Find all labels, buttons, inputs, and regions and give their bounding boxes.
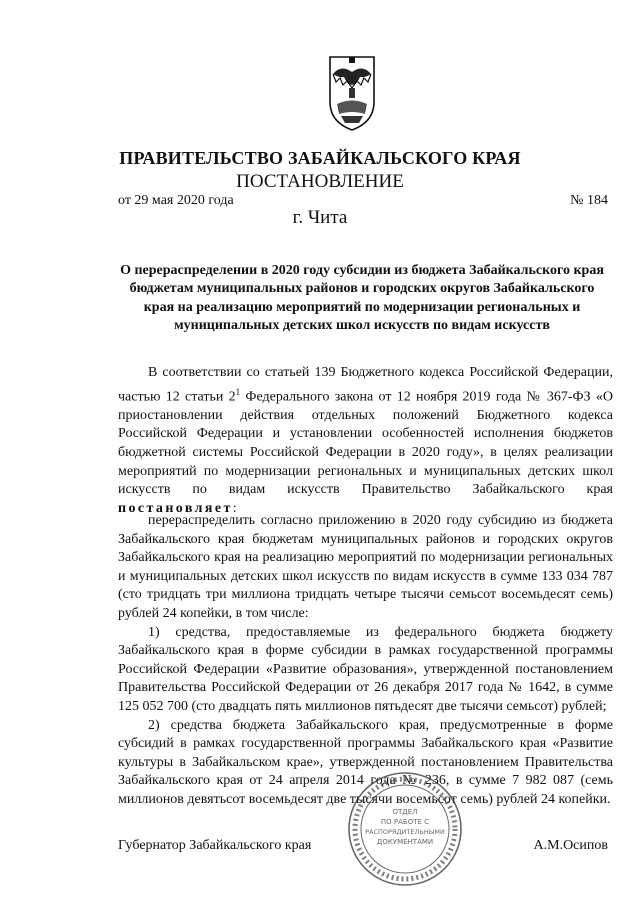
article-superscript: 1 [235,386,241,397]
document-type: ПОСТАНОВЛЕНИЕ [236,171,404,192]
preamble-paragraph [118,364,613,518]
stamp-line-2: ПО РАБОТЕ С [380,818,430,826]
decree-body [118,512,613,810]
stamp-line-4: ДОКУМЕНТАМИ [376,838,434,846]
official-stamp-icon [346,770,464,888]
decree-colon: : [232,500,237,516]
document-number: № 184 [570,193,608,208]
document-city: г. Чита [292,207,348,228]
decree-word: постановляет [118,500,233,516]
preamble-text-1: В соответствии со статьей 139 Бюджетного кодекса Российской Федерации, частью 12 статьи 2 [118,365,613,405]
stamp-line-3: РАСПОРЯДИТЕЛЬНЫМИ [365,828,445,836]
decree-item-1: 1) средства, предоставляемые из федерального бюджета бюджету Забайкальского края в форме субсидии в рамках государственной программы Российской Федерации «Развитие образования», утвержденной постановлением Правительства Российской Федерации от 26 декабря 2017 года № 1642, в сумме 125 052 700 (сто двадцать пять миллионов пятьдесят две тысячи семьсот) рублей; [118,624,613,714]
document-heading: О перераспределении в 2020 году субсидии из бюджета Забайкальского края бюджетам муниципальных районов и городских округов Забайкальского края на реализацию мероприятий по модернизации региональных и муниципальных детских школ искусств по видам искусств [120,263,604,333]
government-title: ПРАВИТЕЛЬСТВО ЗАБАЙКАЛЬСКОГО КРАЯ [119,148,521,168]
coat-of-arms-icon [327,54,377,132]
decree-item-2: 2) средства бюджета Забайкальского края, предусмотренные в форме субсидий в рамках государственной программы Забайкальского края «Развитие культуры в Забайкальском крае», утвержденной постановлением Правительства Забайкальского края от 24 апреля 2014 года № 236, в сумме 7 982 087 (семь миллионов девятьсот восемьдесят две тысячи восемьсот семь) рублей 24 копейки. [118,717,613,807]
stamp-line-1: ОТДЕЛ [392,808,418,816]
preamble [118,364,613,518]
preamble-text-2: Федерального закона от 12 ноября 2019 года № 367-ФЗ «О приостановлении действия отдельных положений Бюджетного кодекса Российской Федерации и установлении особенностей исполнения бюджетов бюджетной системы Российской Федерации в 2020 году», в целях реализации мероприятий по модернизации региональных и муниципальных детских школ искусств по видам искусств Правительство Забайкальского края [118,389,614,498]
decree-main-paragraph: перераспределить согласно приложению в 2020 году субсидию из бюджета Забайкальского края бюджетам муниципальных районов и городских округов Забайкальского края на реализацию мероприятий по модернизации региональных и муниципальных детских школ искусств по видам искусств в сумме 133 034 787 (сто тридцать три миллиона тридцать четыре тысячи семьсот восемьдесят семь) рублей 24 копейки, в том числе: [118,513,613,621]
signatory-position: Губернатор Забайкальского края [118,838,312,853]
signatory-name: А.М.Осипов [533,838,608,853]
document-date: от 29 мая 2020 года [118,193,234,208]
